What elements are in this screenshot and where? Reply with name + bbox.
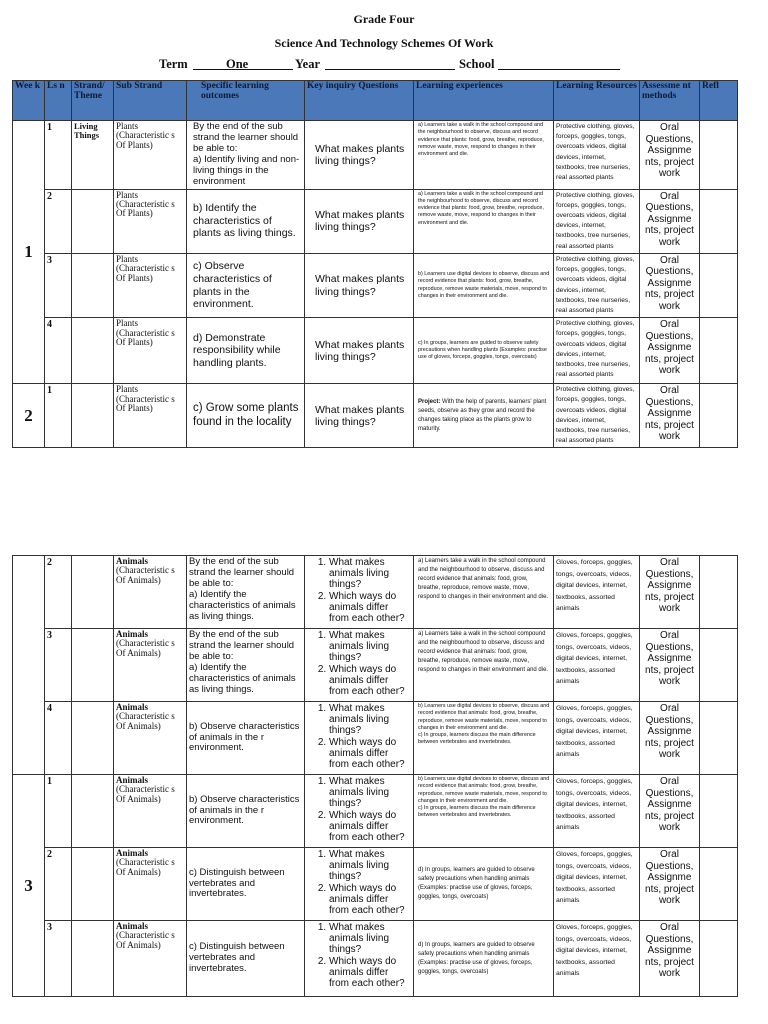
learning-outcome-cell: d) Demonstrate responsibility while handling plants. [187,318,305,384]
week-number: 1 [13,121,45,384]
inquiry-question-cell [305,921,414,997]
table-row [13,189,738,253]
experience-item: c) In groups, learners discuss the main difference between vertebrates and invertebrates. [418,805,536,819]
outcome-text: a) Identify living and non-living things in the environment [193,153,300,187]
table-row [13,848,738,921]
resources-cell: Protective clothing, gloves, forceps, goggles, tongs, overcoats videos, digital devices, internet, textbooks, tree nurseries, real assorted plants [554,318,640,384]
reflection-cell [700,189,738,253]
inquiry-question: 2. Which ways do animals differ from each other? [329,664,411,698]
lesson-number: 1 [45,384,72,448]
assessment-cell: Oral Questions, Assignme nts, project work [640,189,700,253]
inquiry-question: 1. What makes animals living things? [329,630,411,664]
resources-cell: Protective clothing, gloves, forceps, goggles, tongs, overcoats videos, digital devices, internet, textbooks, tree nurseries, real assorted plants [554,189,640,253]
learning-experience-cell: a) Learners take a walk in the school compound and the neighbourhood to observe, discuss and record evidence that animals: food, grow, breathe, reproduce, remove waste, move, respond to changes in their environment and die. [414,629,554,702]
learning-outcome-cell: b) Observe characteristics of animals in the r environment. [187,702,305,775]
experience-item: b) Learners use digital devices to observe, discuss and record evidence that animals: food, grow, breathe, reproduce, remove waste materials, move, respond to changes in their environment and die. [418,703,550,731]
inquiry-question-cell [305,775,414,848]
sub-strand-cell: Plants (Characteristic s Of Plants) [114,253,187,317]
resources-cell: Protective clothing, gloves, forceps, goggles, tongs, overcoats videos, digital devices, internet, textbooks, tree nurseries, real assorted plants [554,121,640,190]
strand-cell [72,253,114,317]
inquiry-question-cell [305,629,414,702]
strand-cell [72,189,114,253]
col-header: Sub Strand [114,81,187,121]
learning-outcome-cell: c) Distinguish between vertebrates and invertebrates. [187,848,305,921]
learning-outcome-cell: b) Observe characteristics of animals in the r environment. [187,775,305,848]
assessment-cell: Oral Questions, Assignme nts, project work [640,629,700,702]
outcome-intro: By the end of the sub strand the learner should be able to: [189,556,295,589]
resources-cell: Gloves, forceps, goggles, tongs, overcoats, videos, digital devices, internet, textbooks, assorted animals [554,848,640,921]
learning-experience-cell: d) In groups, learners are guided to observe safety precautions when handling animals (Examples: practise use of gloves, forceps, goggles, tongs, overcoats) [414,921,554,997]
sub-strand-detail: (Characteristic s Of Animals) [116,930,175,950]
week-number: 3 [13,775,45,997]
experience-item: b) Learners use digital devices to observe, discuss and record evidence that animals: food, grow, breathe, reproduce, remove waste materials, move, respond to changes in their environment and die. [418,776,550,804]
sub-strand-detail: (Characteristic s Of Animals) [116,857,175,877]
lesson-number: 2 [45,556,72,629]
lesson-number: 1 [45,121,72,190]
table-row [13,318,738,384]
sub-strand-detail: (Characteristic s Of Animals) [116,638,175,658]
assessment-cell: Oral Questions, Assignme nts, project work [640,318,700,384]
lesson-number: 2 [45,189,72,253]
reflection-cell [700,253,738,317]
assessment-cell: Oral Questions, Assignme nts, project work [640,384,700,448]
learning-experience-cell [414,702,554,775]
table-header-row [13,81,738,121]
col-header: Specific learning outcomes [187,81,305,121]
reflection-cell [700,848,738,921]
col-header: Learning experiences [414,81,554,121]
assessment-cell: Oral Questions, Assignme nts, project work [640,556,700,629]
resources-cell: Gloves, forceps, goggles, tongs, overcoats, videos, digital devices, internet, textbooks, assorted animals [554,629,640,702]
learning-experience-cell: b) Learners use digital devices to observe, discuss and record evidence that plants: food, grow, breathe, reproduce, remove waste materials, move, respond to changes in their environment and die. [414,253,554,317]
inquiry-question: 1. What makes animals living things? [329,776,411,810]
school-label: School [459,57,495,71]
sub-strand-title: Animals [116,775,149,785]
learning-experience-cell [414,775,554,848]
inquiry-question-cell: What makes plants living things? [305,318,414,384]
strand-cell [72,556,114,629]
strand-cell [72,318,114,384]
inquiry-question: 2. Which ways do animals differ from each other? [329,883,411,917]
inquiry-question-cell [305,848,414,921]
animals-scheme-table [12,555,738,997]
week-cell [13,556,45,775]
sub-strand-cell: Plants (Characteristic s Of Plants) [114,384,187,448]
strand-cell [72,775,114,848]
col-header: Refl [700,81,738,121]
learning-experience-cell: c) In groups, learners are guided to observe safety precautions when handling plants (Examples: practise use of gloves, forceps, goggles, tongs, overcoats) [414,318,554,384]
sub-strand-cell [114,848,187,921]
project-text: With the help of parents, learners' plant seeds, observe as they grow and record the changes taking place as the plants grow to maturity. [418,398,547,432]
inquiry-question: 2. Which ways do animals differ from each other? [329,591,411,625]
sub-strand-title: Animals [116,629,149,639]
learning-experience-cell: d) In groups, learners are guided to observe safety precautions when handling animals (Examples: practise use of gloves, forceps, goggles, tongs, overcoats) [414,848,554,921]
lesson-number: 4 [45,702,72,775]
learning-outcome-cell: c) Distinguish between vertebrates and invertebrates. [187,921,305,997]
lesson-number: 3 [45,253,72,317]
resources-cell: Gloves, forceps, goggles, tongs, overcoats, videos, digital devices, internet, textbooks, assorted animals [554,921,640,997]
lesson-number: 3 [45,921,72,997]
inquiry-question-cell: What makes plants living things? [305,384,414,448]
plants-scheme-table [12,80,738,448]
document-title: Science And Technology Schemes Of Work [274,36,494,50]
strand-cell: Living Things [72,121,114,190]
assessment-cell: Oral Questions, Assignme nts, project work [640,775,700,848]
inquiry-question-cell: What makes plants living things? [305,189,414,253]
learning-outcome-cell [187,556,305,629]
learning-experience-cell: a) Learners take a walk in the school compound and the neighbourhood to observe, discuss and record evidence that animals: food, grow, breathe, reproduce, remove waste, move, respond to changes in their environment and die. [414,556,554,629]
sub-strand-title: Animals [116,702,149,712]
sub-strand-cell [114,629,187,702]
inquiry-question-cell [305,556,414,629]
learning-experience-cell: a) Learners take a walk in the school compound and the neighbourhood to observe, discuss and record evidence that plants: food, grow, breathe, reproduce, remove waste, move, respond to changes in their environment and die. [414,121,554,190]
lesson-number: 4 [45,318,72,384]
sub-strand-detail: (Characteristic s Of Animals) [116,784,175,804]
resources-cell: Protective clothing, gloves, forceps, goggles, tongs, overcoats videos, digital devices, internet, textbooks, tree nurseries, real assorted plants [554,384,640,448]
reflection-cell [700,556,738,629]
lesson-number: 1 [45,775,72,848]
resources-cell: Protective clothing, gloves, forceps, goggles, tongs, overcoats videos, digital devices, internet, textbooks, tree nurseries, real assorted plants [554,253,640,317]
table-row [13,702,738,775]
strand-cell [72,921,114,997]
sub-strand-cell: Plants (Characteristic s Of Plants) [114,189,187,253]
resources-cell: Gloves, forceps, goggles, tongs, overcoats, videos, digital devices, internet, textbooks, assorted animals [554,702,640,775]
col-header: Assessme nt methods [640,81,700,121]
inquiry-question: 2. Which ways do animals differ from each other? [329,956,411,990]
sub-strand-cell [114,921,187,997]
learning-outcome-cell: b) Identify the characteristics of plants as living things. [187,189,305,253]
inquiry-question: 1. What makes animals living things? [329,703,411,737]
learning-outcome-cell [187,629,305,702]
sub-strand-cell [114,556,187,629]
term-value: One [226,57,249,71]
lesson-number: 3 [45,629,72,702]
outcome-text: a) Identify the characteristics of animals as living things. [189,588,296,622]
sub-strand-cell: Plants (Characteristic s Of Plants) [114,318,187,384]
table-row [13,253,738,317]
table-row [13,556,738,629]
learning-outcome-cell: c) Observe characteristics of plants in the environment. [187,253,305,317]
reflection-cell [700,384,738,448]
reflection-cell [700,775,738,848]
inquiry-question-cell: What makes plants living things? [305,121,414,190]
table-row [13,384,738,448]
sub-strand-title: Animals [116,921,149,931]
week-number: 2 [13,384,45,448]
outcome-intro: By the end of the sub strand the learner should be able to: [189,629,295,662]
col-header: Wee k [13,81,45,121]
resources-cell: Gloves, forceps, goggles, tongs, overcoats, videos, digital devices, internet, textbooks, assorted animals [554,556,640,629]
inquiry-question-cell: What makes plants living things? [305,253,414,317]
strand-cell [72,848,114,921]
term-label: Term [159,57,188,71]
resources-cell: Gloves, forceps, goggles, tongs, overcoats, videos, digital devices, internet, textbooks, assorted animals [554,775,640,848]
year-label: Year [295,57,320,71]
reflection-cell [700,702,738,775]
project-label: Project: [418,398,441,405]
learning-experience-cell [414,384,554,448]
col-header: Strand/ Theme [72,81,114,121]
assessment-cell: Oral Questions, Assignme nts, project work [640,848,700,921]
reflection-cell [700,921,738,997]
lesson-number: 2 [45,848,72,921]
assessment-cell: Oral Questions, Assignme nts, project work [640,121,700,190]
assessment-cell: Oral Questions, Assignme nts, project work [640,702,700,775]
learning-outcome-cell [187,121,305,190]
sub-strand-cell [114,702,187,775]
grade-heading: Grade Four [353,12,415,26]
sub-strand-detail: (Characteristic s Of Animals) [116,711,175,731]
table-row [13,121,738,190]
table-row [13,629,738,702]
strand-cell [72,629,114,702]
sub-strand-detail: (Characteristic s Of Animals) [116,565,175,585]
reflection-cell [700,121,738,190]
col-header: Learning Resources [554,81,640,121]
assessment-cell: Oral Questions, Assignme nts, project work [640,253,700,317]
inquiry-question: 1. What makes animals living things? [329,922,411,956]
experience-item: c) In groups, learners discuss the main difference between vertebrates and invertebrates. [418,732,536,746]
reflection-cell [700,629,738,702]
inquiry-question: 1. What makes animals living things? [329,849,411,883]
inquiry-question: 1. What makes animals living things? [329,557,411,591]
learning-experience-cell: a) Learners take a walk in the school compound and the neighbourhood to observe, discuss and record evidence that plants: food, grow, breathe, reproduce, remove waste, move, respond to changes in their environment and die. [414,189,554,253]
table-row [13,921,738,997]
col-header: Key inquiry Questions [305,81,414,121]
col-header: Ls n [45,81,72,121]
sub-strand-cell [114,775,187,848]
table-row [13,775,738,848]
strand-cell [72,384,114,448]
strand-cell [72,702,114,775]
sub-strand-cell: Plants (Characteristic s Of Plants) [114,121,187,190]
reflection-cell [700,318,738,384]
inquiry-question: 2. Which ways do animals differ from each other? [329,810,411,844]
sub-strand-title: Animals [116,848,149,858]
learning-outcome-cell: c) Grow some plants found in the locality [187,384,305,448]
assessment-cell: Oral Questions, Assignme nts, project work [640,921,700,997]
inquiry-question-cell [305,702,414,775]
sub-strand-title: Animals [116,556,149,566]
outcome-intro: By the end of the sub strand the learner should be able to: [193,121,299,154]
outcome-text: a) Identify the characteristics of animals as living things. [189,661,296,695]
inquiry-question: 2. Which ways do animals differ from each other? [329,737,411,771]
